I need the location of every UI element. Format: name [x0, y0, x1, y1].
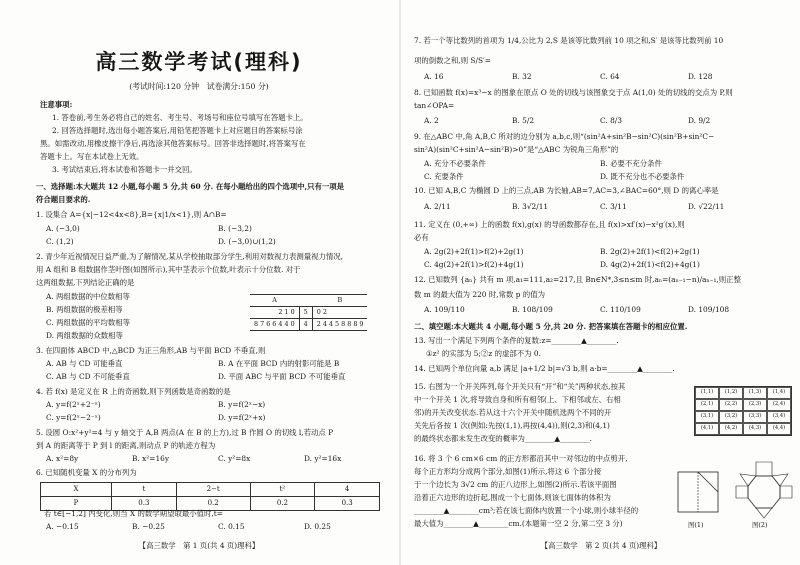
page-1-footer: 【高三数学 第 1 页(共 4 页)理科】 [138, 541, 260, 550]
dist-cell: 0.2 [250, 497, 315, 511]
q5-option-a: A. x²=8y [46, 454, 79, 463]
notes-heading: 注意事项: [40, 100, 73, 109]
q11-option-a: A. 2g(2)+2f(1)>f(2)+2g(1) [424, 247, 524, 256]
page-gutter [399, 0, 401, 565]
switch-cell: (4,2) [719, 423, 743, 435]
stem-leaf-table [250, 294, 367, 331]
q15-line-4: 关先后各按 1 次(例如:先按(1,1),再按(4,4)),则(2,3)和(4,1) [414, 421, 610, 430]
q15-line-1: 15. 右图为一个开关阵列,每个开关只有“开”和“关”两种状态,按其 [414, 382, 626, 391]
q2-option-a: A. 两组数据的中位数相等 [46, 292, 130, 301]
q8-stem-2: tan∠OPA= [414, 101, 455, 110]
page-2-footer: 【高三数学 第 2 页(共 4 页)理科】 [540, 541, 662, 550]
q2-option-c: C. 两组数据的平均数相等 [46, 318, 130, 327]
leaf-b: 2 4 4 5 8 8 8 9 [312, 319, 367, 331]
page-1 [0, 0, 398, 565]
q2-option-d: D. 两组数据的众数相等 [46, 331, 123, 340]
leaf-b: 0 2 [312, 307, 367, 319]
stem-leaf-head-stem [299, 295, 312, 307]
q10-option-b: B. 3√2/11 [512, 202, 549, 211]
q12-stem-2: 数 m 的最大值为 220 时,常数 p 的值为 [414, 290, 545, 299]
switch-cell: (1,3) [743, 387, 767, 399]
q6-option-d: D. 0.25 [304, 522, 331, 531]
q16-line-4: 沿着正六边形的边折起,围成一个七面体,则该七面体的体积为 [414, 493, 611, 502]
q3-stem: 3. 在四面体 ABCD 中,△BCD 为正三角形,AB 与平面 BCD 不垂直,则 [36, 346, 266, 355]
dist-cell: 2−t [176, 483, 250, 497]
q4-option-b: B. y=f(2ˣ−x) [218, 400, 266, 409]
switch-cell: (3,1) [695, 411, 719, 423]
q2-option-b: B. 两组数据的极差相等 [46, 305, 123, 314]
q9-option-d: D. 既不充分也不必要条件 [600, 172, 685, 181]
q11-option-b: B. 2g(2)+2f(1)<f(2)+2g(1) [600, 247, 700, 256]
q4-option-c: C. y=f(2ˣ−2⁻ˣ) [46, 413, 101, 422]
q10-stem: 10. 已知 A,B,C 为椭圆 D 上的三点,AB 为长轴,AB=7,AC=3,∠BAC=60°,则 D 的离心率是 [414, 186, 719, 195]
q3-option-d: D. 平面 ABC 与平面 BCD 不可能垂直 [218, 372, 346, 381]
dist-cell: 0.2 [176, 497, 250, 511]
stem-leaf-header [250, 295, 367, 307]
switch-cell: (1,1) [695, 387, 719, 399]
q1-option-d: D. (−3,0)∪(1,2) [218, 237, 276, 246]
dist-cell: 4 [315, 483, 380, 497]
q3-option-c: C. AB 与 CD 不可能垂直 [46, 372, 130, 381]
q7-option-b: B. 32 [512, 72, 532, 81]
q9-option-a: A. 充分不必要条件 [424, 159, 486, 168]
switch-cell: (3,3) [743, 411, 767, 423]
q8-option-b: B. 5/2 [512, 116, 535, 125]
q16-line-3: 于一个边长为 3√2 cm 的正八边形上,如图(2)所示.若该平面图 [414, 480, 617, 489]
switch-cell: (2,3) [743, 399, 767, 411]
q1-option-c: C. (1,2) [46, 237, 74, 246]
q7-option-a: A. 16 [424, 72, 444, 81]
q8-option-c: C. 8/3 [600, 116, 622, 125]
page-2 [402, 0, 800, 565]
switch-cell: (2,4) [767, 399, 791, 411]
q5-stem-2: 到 A 的距离等于 P 到 l 的距离,则动点 P 的轨迹方程为 [36, 441, 216, 450]
q8-stem-1: 8. 已知函数 f(x)=x³−x 的图象在原点 O 处的切线与该图象交于点 A(1,0) 处的切线的交点为 P,则 [414, 88, 733, 97]
q11-stem-2: 必有 [414, 233, 429, 242]
q4-stem: 4. 若 f(x) 是定义在 R 上的奇函数,则下列函数是奇函数的是 [36, 387, 231, 396]
section-1-heading-cont: 符合题目要求的. [36, 195, 91, 204]
distribution-row-x [41, 483, 380, 497]
q6-option-a: A. −0.15 [46, 522, 79, 531]
switch-cell: (1,2) [719, 387, 743, 399]
q13-line-1: 13. 写出一个满足下列两个条件的复数:z=________▲________. [414, 336, 619, 345]
q11-stem-1: 11. 定义在 (0,+∞) 上的函数 f(x),g(x) 的导函数都存在,且 f(x)>xf′(x)−x²g′(x),则 [414, 220, 685, 229]
q12-option-d: D. 109/108 [688, 305, 730, 314]
q1-option-b: B. (−3,2) [218, 224, 252, 233]
q16-line-6: 最大值为________▲________cm.(本题第一空 2 分,第二空 3 分) [414, 519, 623, 528]
distribution-table [40, 482, 380, 511]
q2-stem-3: 这两组数据,下列结论正确的是 [36, 278, 135, 287]
note-2: 2. 回答选择题时,选出每小题答案后,用铅笔把答题卡上对应题目的答案标号涂 [52, 126, 303, 135]
switch-cell: (2,2) [719, 399, 743, 411]
dist-cell: X [41, 483, 112, 497]
dist-cell: t [112, 483, 177, 497]
q14: 14. 已知两个单位向量 a,b 满足 |a+1/2 b|=√3 b,则 a·b=________▲________. [414, 364, 675, 373]
figure-2-octagon-net [732, 456, 796, 520]
q7-option-c: C. 64 [600, 72, 620, 81]
q7-option-d: D. 128 [688, 72, 713, 81]
q13-line-2: ①z² 的实部为 5;②z 的虚部不为 0. [426, 349, 541, 358]
q15-line-2: 中一个开关 1 次,将导致自身和所有相邻(上、下相邻或左、右相 [414, 395, 621, 404]
switch-cell: (4,3) [743, 423, 767, 435]
q9-stem-1: 9. 在△ABC 中,角 A,B,C 所对的边分别为 a,b,c,则“(sin²A+sin²B−sin²C)(sin²B+sin²C− [414, 132, 715, 141]
q4-option-a: A. y=f(2ˣ+2⁻ˣ) [46, 400, 101, 409]
q7-stem-2: 项的倒数之和,则 S/S′= [414, 56, 491, 65]
note-3: 3. 考试结束后,将本试卷和答题卡一并交回。 [52, 165, 197, 174]
switch-cell: (3,4) [767, 411, 791, 423]
note-1: 1. 答卷前,考生务必将自己的姓名、考生号、考场号和座位号填写在答题卡上。 [52, 113, 308, 122]
q10-option-a: A. 2/11 [424, 202, 451, 211]
q12-option-a: A. 109/110 [424, 305, 465, 314]
dist-cell: t² [250, 483, 315, 497]
q5-option-b: B. x²=16y [132, 454, 170, 463]
q11-option-c: C. 4g(2)+2f(1)>f(2)+4g(1) [424, 260, 524, 269]
note-2-cont: 黑。如需改动,用橡皮擦干净后,再选涂其他答案标号。回答非选择题时,将答案写在 [40, 139, 306, 148]
exam-title: 高三数学考试(理科) [95, 50, 303, 74]
dist-cell: 0.3 [315, 497, 380, 511]
q1-option-a: A. (−3,0) [46, 224, 80, 233]
switch-cell: (4,4) [767, 423, 791, 435]
section-1-heading: 一、选择题:本大题共 12 小题,每小题 5 分,共 60 分. 在每小题给出的四个选项中,只有一项是 [36, 182, 345, 191]
q8-option-d: D. 9/2 [688, 116, 711, 125]
q3-option-a: A. AB 与 CD 可能垂直 [46, 359, 123, 368]
exam-subtitle: (考试时间:120 分钟 试卷满分:150 分) [129, 82, 269, 91]
figure-2-caption: 图(2) [752, 521, 768, 529]
q4-option-d: D. y=f(2ˣ+x) [218, 413, 266, 422]
q12-stem-1: 12. 已知数列 {aₙ} 共有 m 项,a₁=111,a₂=217,且 Bn∈N*,3≤n≤m 时,aₙ=(aₙ₋₁−n)/aₙ₋₁,则正整 [414, 275, 741, 284]
switch-cell: (2,1) [695, 399, 719, 411]
switch-cell: (4,1) [695, 423, 719, 435]
q7-stem-1: 7. 若一个等比数列的首项为 1/4,公比为 2,S 是该等比数列前 10 项之和,S′ 是该等比数列前 10 [414, 36, 724, 45]
leaf-a: 2 1 0 [250, 307, 299, 319]
figure-1-caption: 图(1) [688, 521, 704, 529]
stem-leaf-row [250, 319, 367, 331]
q10-option-c: C. 3/11 [600, 202, 627, 211]
switch-cell: (3,2) [719, 411, 743, 423]
q8-option-a: A. 2 [424, 116, 439, 125]
switch-cell: (1,4) [767, 387, 791, 399]
stem: 5 [299, 307, 312, 319]
dist-cell: 0.3 [112, 497, 177, 511]
q6-option-b: B. −0.25 [132, 522, 165, 531]
q10-option-d: D. √22/11 [688, 202, 725, 211]
q16-line-5: ________▲________cm³;若在该七面体内放置一个小球,则小球半径的 [414, 506, 639, 515]
q11-option-d: D. 4g(2)+2f(1)<f(2)+4g(1) [600, 260, 700, 269]
note-2-end: 答题卡上。写在本试卷上无效。 [40, 152, 144, 161]
q6-option-c: C. 0.15 [218, 522, 245, 531]
q12-option-c: C. 110/109 [600, 305, 641, 314]
q16-line-1: 16. 将 3 个 6 cm×6 cm 的正方形都沿其中一对邻边的中点剪开, [414, 454, 628, 463]
section-2-heading: 二、填空题:本大题共 4 小题,每小题 5 分,共 20 分. 把答案填在答题卡的相应位置. [414, 322, 688, 331]
q1-stem: 1. 设集合 A={x|−12<4x<8},B={x|1/x<1},则 A∩B= [36, 210, 227, 219]
q5-stem-1: 5. 设圆 O:x²+y²=4 与 y 轴交于 A,B 两点(A 在 B 的上方),过 B 作圆 O 的切线 l,若动点 P [36, 428, 334, 437]
q12-option-b: B. 108/109 [512, 305, 553, 314]
dist-cell: P [41, 497, 112, 511]
q9-stem-2: sin²A)(sin²C+sin²A−sin²B)>0”是“△ABC 为锐角三角形”的 [414, 145, 619, 154]
switch-grid [694, 386, 792, 436]
q9-option-b: B. 必要不充分条件 [600, 159, 662, 168]
q15-line-3: 邻)的开关改变状态.若从这十六个开关中随机选两个不同的开 [414, 408, 612, 417]
q9-option-c: C. 充要条件 [424, 172, 464, 181]
q5-option-c: C. y²=8x [218, 454, 251, 463]
q2-stem-1: 2. 青少年近视情况日益严重,为了解情况,某从学校抽取部分学生,利用对数视力表测量视力情况, [36, 252, 344, 261]
q6-tail: 若 t∈[−1,2] 内变化,则当 X 的数学期望取最小值时,t= [44, 509, 223, 518]
stem-leaf-row [250, 307, 367, 319]
stem: 4 [299, 319, 312, 331]
q16-line-2: 每个正方形均分成两个部分,如图(1)所示,将这 6 个部分接 [414, 467, 602, 476]
figure-1-square [674, 468, 722, 518]
stem-leaf-head-a: A [250, 295, 299, 307]
q15-line-5: 的最终状态都未发生改变的概率为________▲________. [414, 434, 593, 443]
q6-stem: 6. 已知随机变量 X 的分布列为 [36, 468, 137, 477]
leaf-a: 8 7 6 6 4 4 0 [250, 319, 299, 331]
q5-option-d: D. y²=16x [304, 454, 342, 463]
q2-stem-2: 用 A 组和 B 组数据作茎叶图(如图所示),其中茎表示个位数,叶表示十分位数. 对于 [36, 265, 301, 274]
stem-leaf-head-b: B [312, 295, 367, 307]
q3-option-b: B. A 在平面 BCD 内的射影可能是 B [218, 359, 340, 368]
